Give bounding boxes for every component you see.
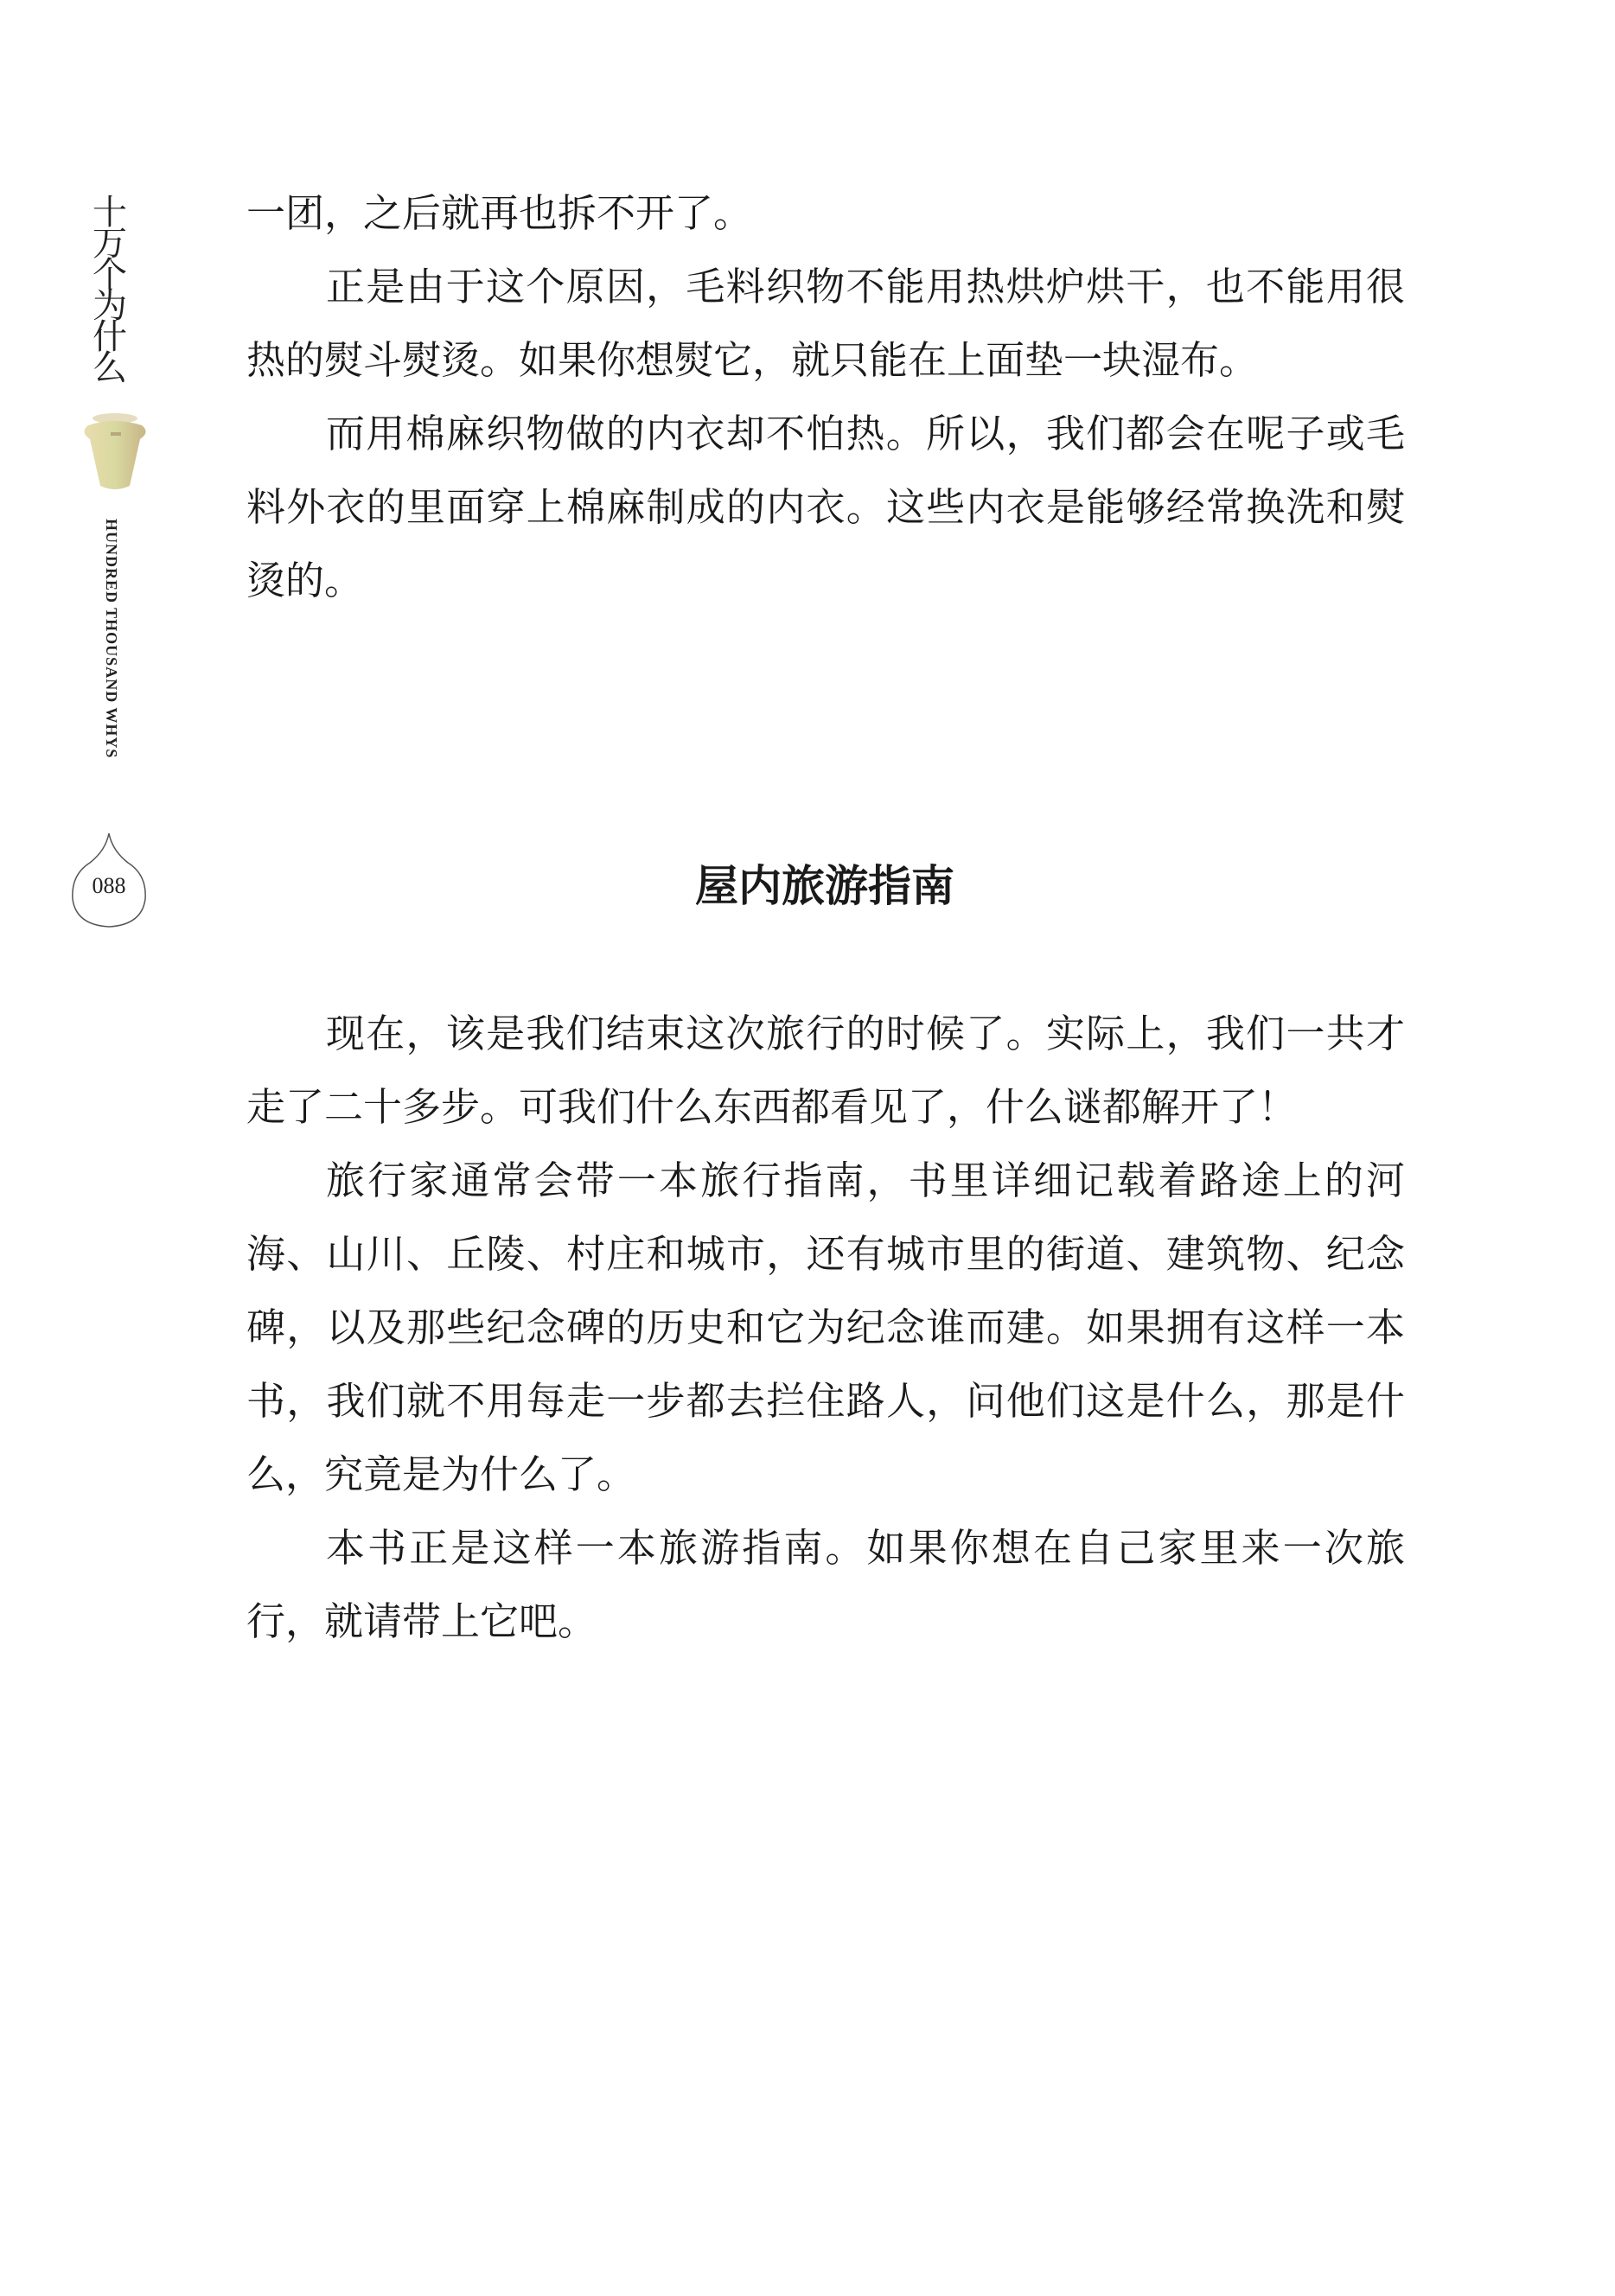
text-line: 海、山川、丘陵、村庄和城市，还有城市里的街道、建筑物、纪念 [246,1231,1405,1277]
text-line: 书，我们就不用每走一步都去拦住路人，问他们这是什么，那是什 [246,1378,1405,1424]
sidebar-english-title: HUNDRED THOUSAND WHYS [103,519,120,759]
sidebar-book-title [90,193,130,388]
text-line: 行，就请带上它吧。 [246,1598,597,1644]
vase-icon [80,406,150,493]
text-line: 而用棉麻织物做的内衣却不怕热。所以，我们都会在呢子或毛 [326,411,1405,456]
text-line: 正是由于这个原因，毛料织物不能用热烘炉烘干，也不能用很 [326,264,1405,309]
title-char: 什 [93,317,127,357]
text-line: 本书正是这样一本旅游指南。如果你想在自己家里来一次旅 [326,1525,1405,1571]
text-line: 烫的。 [246,558,364,603]
section-2-body [246,997,1405,1658]
text-line: 一团，之后就再也拆不开了。 [246,190,753,236]
text-line: 走了二十多步。可我们什么东西都看见了，什么谜都解开了！ [246,1084,1298,1130]
title-char: 万 [93,224,127,264]
title-char: 个 [93,255,127,295]
section-1-body [246,176,1405,617]
text-line: 现在，该是我们结束这次旅行的时候了。实际上，我们一共才 [326,1011,1405,1056]
page-number: 088 [92,873,126,898]
text-line: 么，究竟是为什么了。 [246,1451,636,1497]
title-char: 么 [93,348,127,388]
title-char: 为 [93,286,127,326]
text-line: 热的熨斗熨烫。如果你想熨它，就只能在上面垫一块湿布。 [246,337,1259,383]
text-line: 料外衣的里面穿上棉麻制成的内衣。这些内衣是能够经常换洗和熨 [246,484,1405,530]
section-heading: 屋内旅游指南 [695,861,954,911]
text-line: 碑，以及那些纪念碑的历史和它为纪念谁而建。如果拥有这样一本 [246,1304,1405,1350]
text-line: 旅行家通常会带一本旅行指南，书里详细记载着路途上的河 [326,1158,1405,1203]
title-char: 十 [93,193,127,233]
